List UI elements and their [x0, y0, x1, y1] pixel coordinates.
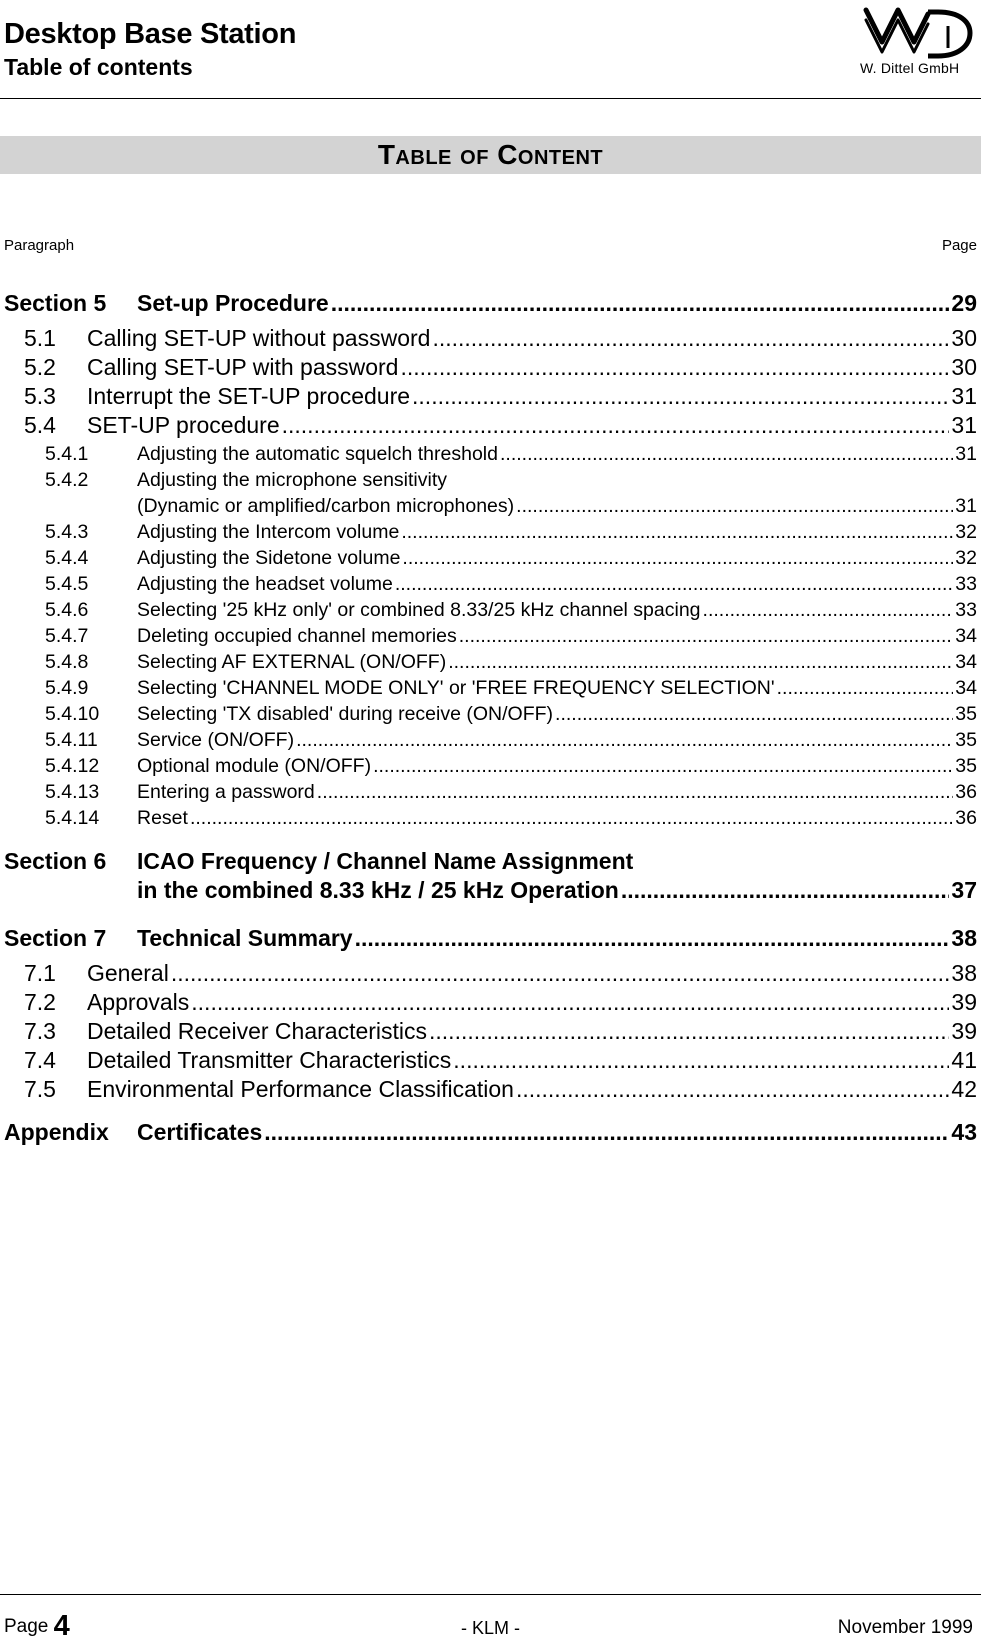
- toc-entry-title: Calling SET-UP with password: [87, 354, 399, 380]
- toc-entry-number: 5.4.8: [45, 651, 89, 673]
- toc-entry-7-4[interactable]: [24, 1047, 977, 1074]
- toc-entry-number: 7.2: [24, 989, 56, 1015]
- toc-entry-page: 30: [951, 325, 977, 351]
- toc-entry-title: Selecting 'CHANNEL MODE ONLY' or 'FREE FREQUENCY SELECTION': [137, 677, 775, 699]
- toc-entry-title: Certificates: [137, 1119, 263, 1145]
- toc-entry-title-line1: Adjusting the microphone sensitivity: [137, 469, 447, 491]
- dot-leader: [703, 599, 954, 622]
- toc-entry-5-4-9[interactable]: [45, 677, 977, 700]
- dot-leader: [453, 1047, 949, 1074]
- dot-leader: [429, 1018, 949, 1045]
- toc-entry-5-4-11[interactable]: [45, 729, 977, 752]
- toc-entry-7-1[interactable]: [24, 960, 977, 987]
- toc-entry-title-line1: ICAO Frequency / Channel Name Assignment: [137, 848, 634, 874]
- toc-entry-title: Approvals: [87, 989, 190, 1015]
- document-title: Desktop Base Station: [4, 18, 297, 50]
- toc-entry-7-2[interactable]: [24, 989, 977, 1016]
- toc-entry-title: Set-up Procedure: [137, 290, 329, 316]
- toc-entry-5-4-12[interactable]: [45, 755, 977, 778]
- toc-entry-page: 35: [955, 755, 977, 777]
- toc-entry-number: 7.3: [24, 1018, 56, 1044]
- toc-entry-page: 39: [951, 1018, 977, 1044]
- footer-date: November 1999: [837, 1617, 973, 1638]
- toc-entry-number: 5.4.1: [45, 443, 89, 465]
- toc-entry-5-2[interactable]: [24, 354, 977, 381]
- footer-page-label: Page: [4, 1616, 49, 1637]
- dot-leader: [555, 703, 953, 726]
- toc-entry-5-4-8[interactable]: [45, 651, 977, 674]
- toc-entry-5-4-14[interactable]: [45, 807, 977, 830]
- dot-leader: [317, 781, 954, 804]
- toc-entry-5-4-1[interactable]: [45, 443, 977, 466]
- toc-entry-5-4[interactable]: [24, 412, 977, 439]
- dot-leader: [402, 547, 953, 570]
- toc-entry-title: Detailed Receiver Characteristics: [87, 1018, 428, 1044]
- toc-entry-title: Reset: [137, 807, 188, 829]
- logo-company-name: W. Dittel GmbH: [860, 60, 960, 76]
- toc-entry-page: 34: [955, 651, 977, 673]
- toc-entry-title: Selecting '25 kHz only' or combined 8.33/25 kHz channel spacing: [137, 599, 701, 621]
- toc-entry-number: Section 6: [4, 848, 107, 874]
- toc-entry-page: 31: [951, 383, 977, 409]
- toc-entry-page: 38: [951, 925, 977, 951]
- toc-entry-section-6-line2[interactable]: [137, 877, 977, 904]
- toc-entry-page: 36: [955, 781, 977, 803]
- toc-entry-number: 7.1: [24, 960, 56, 986]
- toc-entry-title: in the combined 8.33 kHz / 25 kHz Operation: [137, 877, 619, 903]
- toc-entry-appendix[interactable]: [4, 1119, 977, 1146]
- toc-entry-page: 29: [951, 290, 977, 316]
- toc-entry-number: 5.4.10: [45, 703, 100, 725]
- toc-entry-page: 38: [951, 960, 977, 986]
- toc-entry-number: Section 7: [4, 925, 107, 951]
- toc-entry-page: 35: [955, 729, 977, 751]
- toc-entry-number: 5.4.3: [45, 521, 89, 543]
- toc-entry-page: 35: [955, 703, 977, 725]
- dot-leader: [400, 354, 949, 381]
- toc-entry-number: 7.4: [24, 1047, 56, 1073]
- footer-page-number: 4: [53, 1610, 70, 1642]
- toc-entry-title: Optional module (ON/OFF): [137, 755, 372, 777]
- dot-leader: [395, 573, 953, 596]
- toc-entry-page: 33: [955, 573, 977, 595]
- toc-entry-title: Adjusting the automatic squelch threshold: [137, 443, 498, 465]
- toc-entry-5-1[interactable]: [24, 325, 977, 352]
- toc-entry-number: Appendix: [4, 1119, 109, 1145]
- toc-entry-number: 5.4.4: [45, 547, 89, 569]
- dot-leader: [171, 960, 950, 987]
- dot-leader: [331, 290, 950, 317]
- dot-leader: [264, 1119, 949, 1146]
- toc-entry-5-4-3[interactable]: [45, 521, 977, 544]
- toc-entry-page: 42: [951, 1076, 977, 1102]
- dot-leader: [296, 729, 953, 752]
- toc-entry-page: 31: [951, 412, 977, 438]
- toc-entry-number: 5.4.9: [45, 677, 89, 699]
- toc-banner: [0, 136, 981, 174]
- toc-entry-7-3[interactable]: [24, 1018, 977, 1045]
- toc-entry-7-5[interactable]: [24, 1076, 977, 1103]
- dot-leader: [373, 755, 953, 778]
- toc-entry-title: Service (ON/OFF): [137, 729, 295, 751]
- toc-entry-page: 34: [955, 625, 977, 647]
- toc-entry-page: 31: [955, 443, 977, 465]
- toc-entry-page: 43: [951, 1119, 977, 1145]
- toc-entry-page: 32: [955, 547, 977, 569]
- toc-entry-title: Adjusting the Sidetone volume: [137, 547, 401, 569]
- toc-entry-5-4-4[interactable]: [45, 547, 977, 570]
- toc-entry-5-4-2-line1[interactable]: [45, 469, 447, 492]
- document-subtitle: Table of contents: [4, 54, 193, 80]
- company-logo: [858, 2, 980, 82]
- toc-entry-section-5[interactable]: [4, 290, 977, 317]
- toc-entry-title: Calling SET-UP without password: [87, 325, 431, 351]
- dot-leader: [448, 651, 953, 674]
- toc-entry-number: 5.4.7: [45, 625, 89, 647]
- toc-entry-number: 5.3: [24, 383, 56, 409]
- dot-leader: [355, 925, 950, 952]
- toc-entry-5-4-6[interactable]: [45, 599, 977, 622]
- toc-entry-section-7[interactable]: [4, 925, 977, 952]
- toc-entry-5-4-5[interactable]: [45, 573, 977, 596]
- toc-entry-number: 5.4.5: [45, 573, 89, 595]
- toc-entry-number: 5.1: [24, 325, 56, 351]
- page-header: [0, 0, 981, 99]
- toc-entry-title: Environmental Performance Classification: [87, 1076, 514, 1102]
- toc-entry-number: 5.4.12: [45, 755, 100, 777]
- toc-entry-title: Adjusting the headset volume: [137, 573, 393, 595]
- toc-entry-page: 30: [951, 354, 977, 380]
- page-column-label: Page: [941, 237, 977, 254]
- toc-entry-title: Adjusting the Intercom volume: [137, 521, 400, 543]
- toc-entry-title: Technical Summary: [137, 925, 353, 951]
- toc-entry-page: 39: [951, 989, 977, 1015]
- toc-entry-page: 32: [955, 521, 977, 543]
- toc-entry-title: Detailed Transmitter Characteristics: [87, 1047, 452, 1073]
- toc-entry-5-4-13[interactable]: [45, 781, 977, 804]
- dot-leader: [500, 443, 953, 466]
- toc-entry-5-4-2-line2[interactable]: [137, 495, 977, 518]
- toc-entry-5-4-10[interactable]: [45, 703, 977, 726]
- toc-entry-title: Selecting AF EXTERNAL (ON/OFF): [137, 651, 447, 673]
- toc-entry-number: 5.4: [24, 412, 56, 438]
- toc-entry-title: SET-UP procedure: [87, 412, 280, 438]
- toc-entry-number: 7.5: [24, 1076, 56, 1102]
- footer-divider: [0, 1594, 981, 1595]
- toc-entry-title: Interrupt the SET-UP procedure: [87, 383, 411, 409]
- toc-entry-page: 36: [955, 807, 977, 829]
- dot-leader: [190, 807, 953, 830]
- toc-entry-page: 31: [955, 495, 977, 517]
- toc-heading: Table of Content: [377, 139, 604, 170]
- paragraph-column-label: Paragraph: [4, 237, 75, 254]
- dot-leader: [777, 677, 954, 700]
- toc-entry-page: 37: [951, 877, 977, 903]
- toc-entry-title: Selecting 'TX disabled' during receive (ON/OFF): [137, 703, 554, 725]
- dot-leader: [191, 989, 949, 1016]
- wd-logo-icon: [862, 2, 974, 60]
- toc-entry-title: (Dynamic or amplified/carbon microphones): [137, 495, 515, 517]
- footer-center-text: - KLM -: [460, 1618, 520, 1638]
- toc-entry-title: Deleting occupied channel memories: [137, 625, 457, 647]
- toc-entry-5-4-7[interactable]: [45, 625, 977, 648]
- dot-leader: [621, 877, 950, 904]
- toc-entry-number: 5.4.2: [45, 469, 89, 491]
- toc-entry-number: 5.4.11: [45, 729, 98, 751]
- toc-entry-page: 34: [955, 677, 977, 699]
- toc-entry-number: 5.2: [24, 354, 56, 380]
- toc-entry-number: 5.4.13: [45, 781, 100, 803]
- dot-leader: [412, 383, 949, 410]
- dot-leader: [459, 625, 954, 648]
- dot-leader: [516, 1076, 949, 1103]
- dot-leader: [516, 495, 953, 518]
- toc-entry-title: General: [87, 960, 169, 986]
- toc-entry-page: 41: [951, 1047, 977, 1073]
- toc-entry-number: 5.4.14: [45, 807, 100, 829]
- toc-entry-number: 5.4.6: [45, 599, 89, 621]
- toc-entry-number: Section 5: [4, 290, 107, 316]
- toc-entry-title: Entering a password: [137, 781, 315, 803]
- toc-entry-section-6-line1[interactable]: [4, 848, 633, 875]
- dot-leader: [401, 521, 953, 544]
- toc-entry-5-3[interactable]: [24, 383, 977, 410]
- dot-leader: [282, 412, 950, 439]
- toc-entry-page: 33: [955, 599, 977, 621]
- dot-leader: [432, 325, 949, 352]
